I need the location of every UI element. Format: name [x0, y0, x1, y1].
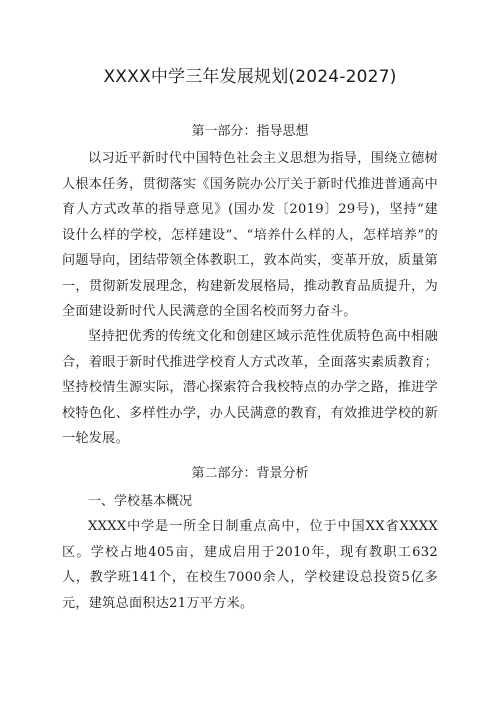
document-title: XXXX中学三年发展规划(2024-2027) — [103, 67, 397, 87]
part1-paragraph-1: 以习近平新时代中国特色社会主义思想为指导，围绕立德树人根本任务，贯彻落实《国务院办公厅关于新时代推进普通高中育人方式改革的指导意见》(国办发〔2019〕29号)，坚持“建设什么样的学校，怎样建设”、“培养什么样的人，怎样培养”的问题导向，团结带领全体教职工，敦本尚实，变革开放，质量第一，贯彻新发展理念，构建新发展格局，推动教育品质提升，为全面建设新时代人民满意的全国名校而努力奋斗。 — [62, 151, 438, 319]
part1-paragraph-2: 坚持把优秀的传统文化和创建区域示范性优质特色高中相融合，着眼于新时代推进学校育人方式改革，全面落实素质教育；坚持校情生源实际，潜心探索符合我校特点的办学之路，推进学校特色化、多样性办学，办人民满意的教育，有效推进学校的新一轮发展。 — [62, 329, 438, 446]
part2-subheading: 一、学校基本概况 — [88, 494, 193, 509]
part2-heading: 第二部分：背景分析 — [191, 466, 309, 481]
part2-paragraph-1: XXXX中学是一所全日制重点高中，位于中国XX省XXXX区。学校占地405亩，建成启用于2010年，现有教职工632人，教学班141个，在校生7000余人，学校建设总投资5亿多元，建筑总面积达21万平方米。 — [62, 519, 438, 611]
part1-heading: 第一部分：指导思想 — [191, 124, 309, 139]
